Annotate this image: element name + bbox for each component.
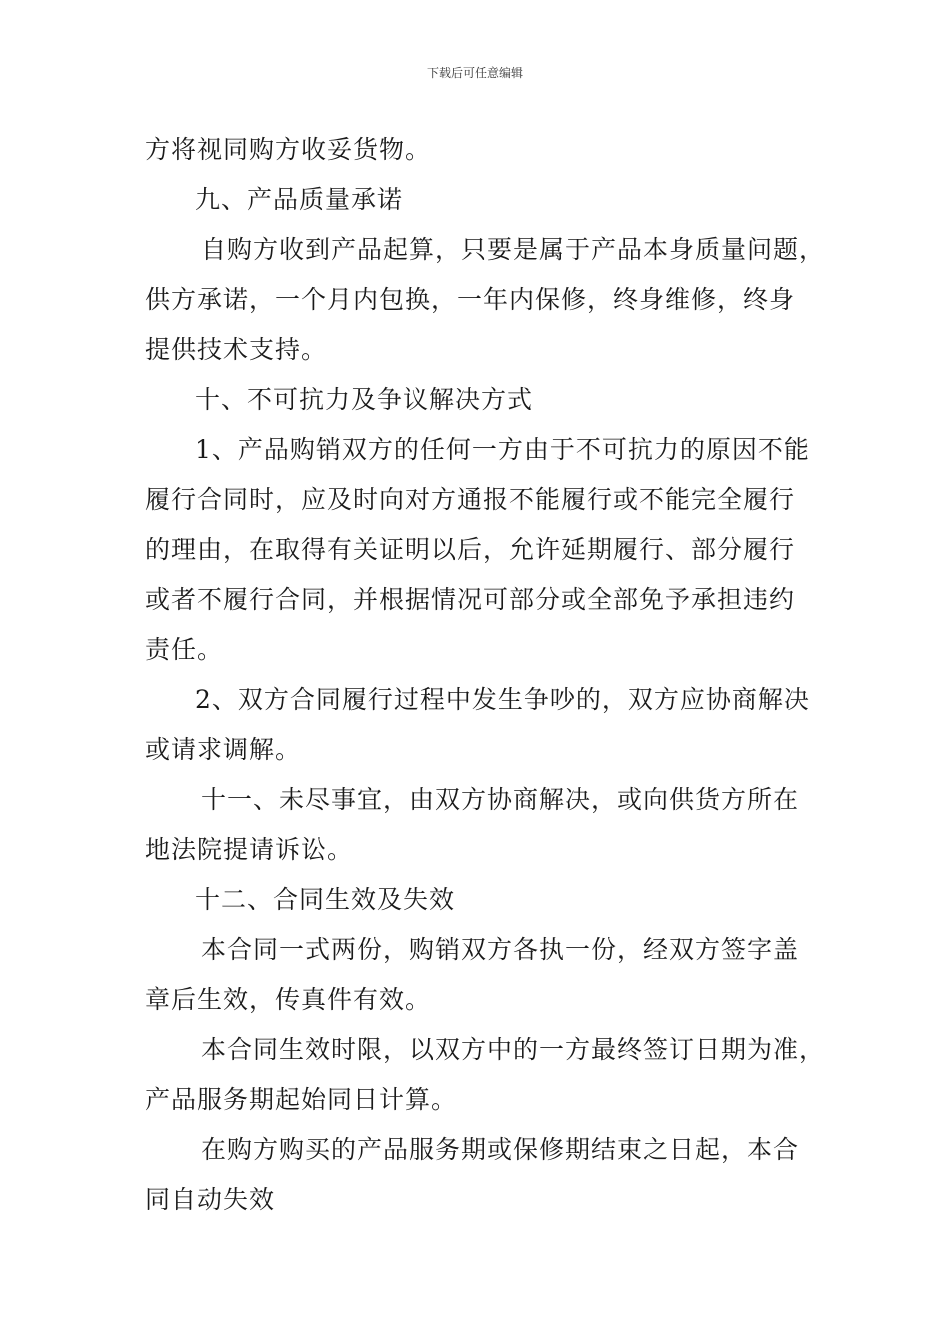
text-line: 或请求调解。	[145, 735, 302, 764]
page-header-note: 下载后可任意编辑	[426, 66, 523, 80]
text-line: 1、产品购销双方的任何一方由于不可抗力的原因不能	[195, 435, 810, 464]
text-line: 本合同一式两份，购销双方各执一份，经双方签字盖	[201, 935, 800, 964]
text-line: 地法院提请诉讼。	[145, 835, 354, 864]
text-line: 履行合同时，应及时向对方通报不能履行或不能完全履行	[145, 485, 796, 514]
text-line: 在购方购买的产品服务期或保修期结束之日起，本合	[201, 1135, 800, 1164]
text-line: 本合同生效时限，以双方中的一方最终签订日期为准，	[201, 1035, 826, 1064]
section-heading-9: 九、产品质量承诺	[195, 185, 404, 214]
text-line: 自购方收到产品起算，只要是属于产品本身质量问题，	[201, 235, 826, 264]
section-heading-12: 十二、合同生效及失效	[195, 885, 456, 914]
text-line: 责任。	[145, 635, 224, 664]
section-heading-10: 十、不可抗力及争议解决方式	[195, 385, 534, 414]
text-line: 2、双方合同履行过程中发生争吵的，双方应协商解决	[195, 685, 810, 714]
text-line: 的理由，在取得有关证明以后，允许延期履行、部分履行	[145, 535, 796, 564]
text-line: 提供技术支持。	[145, 335, 328, 364]
text-line: 同自动失效	[145, 1185, 276, 1214]
document-body	[145, 125, 826, 1225]
text-line: 供方承诺，一个月内包换，一年内保修，终身维修，终身	[145, 285, 796, 314]
text-line: 章后生效，传真件有效。	[145, 985, 432, 1014]
text-line: 产品服务期起始同日计算。	[145, 1085, 458, 1114]
section-heading-11: 十一、未尽事宜，由双方协商解决，或向供货方所在	[201, 785, 800, 814]
text-line: 或者不履行合同，并根据情况可部分或全部免予承担违约	[145, 585, 796, 614]
text-line: 方将视同购方收妥货物。	[145, 135, 432, 164]
